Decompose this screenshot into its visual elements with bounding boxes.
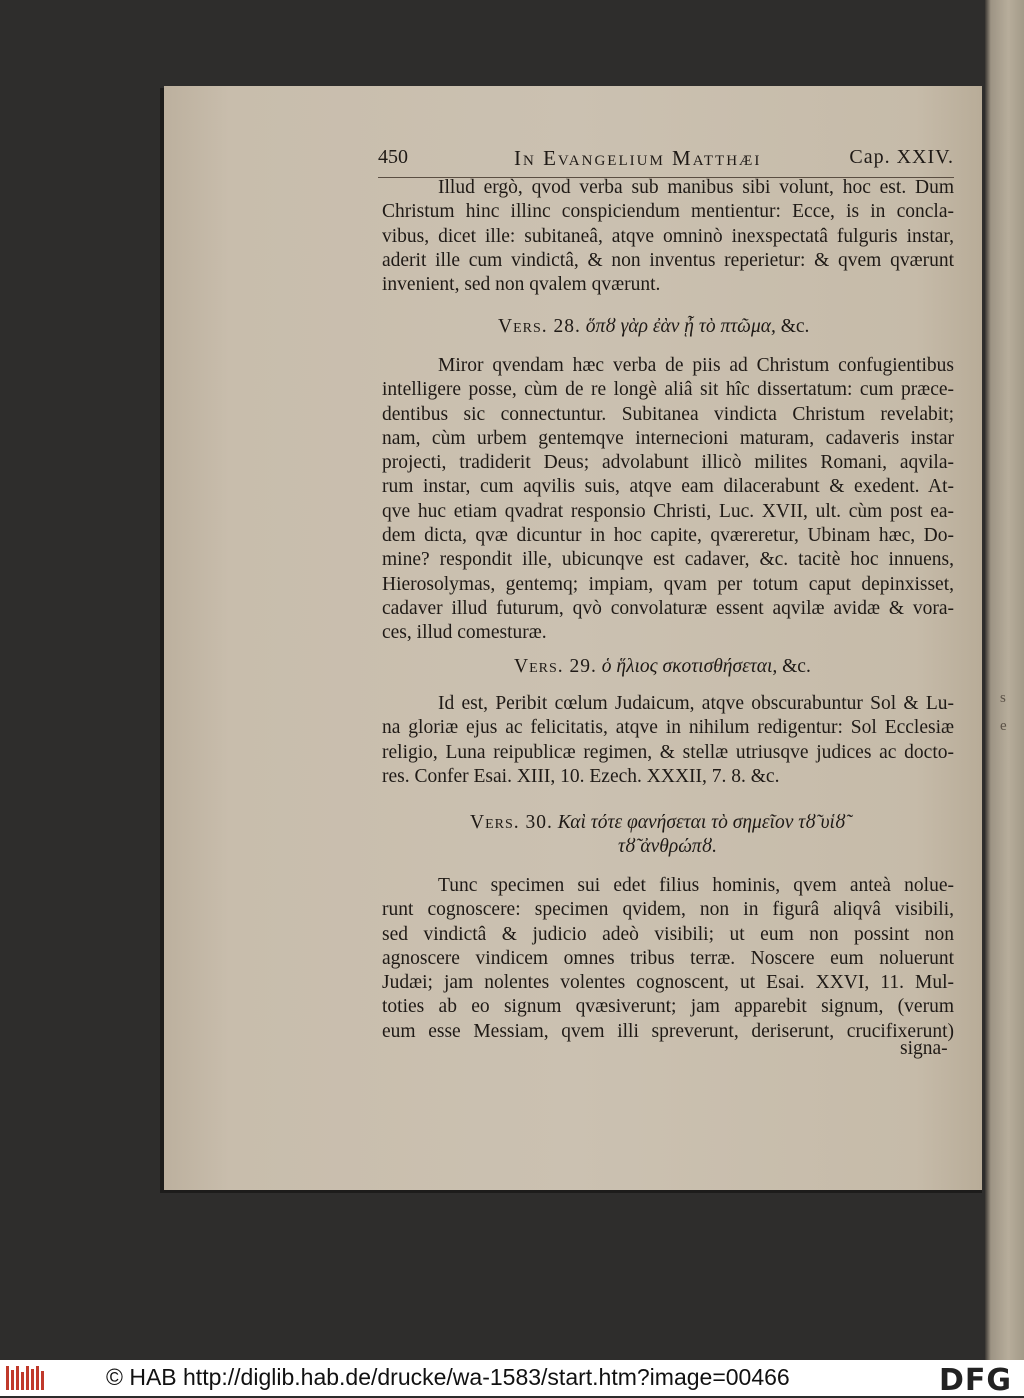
text-line: invenient, sed non qvalem qværunt.: [382, 274, 661, 296]
text-line: dem dicta, qvæ dicuntur in hoc capite, qværeretur, Ubinam hæc, Do-: [382, 525, 954, 547]
text-line: sed vindictâ & judicio adeò visibili; ut eum non possint non: [382, 923, 954, 945]
adjacent-page-edge: [985, 0, 1024, 1360]
dfg-logo: DFG: [938, 1363, 1012, 1398]
text-line: nam, cùm urbem gentemqve internecioni maturam, cadaveris instar: [382, 427, 954, 449]
text-line: na gloriæ ejus ac felicitatis, atqve in nihilum redigentur: Sol Ecclesiæ: [382, 717, 954, 739]
verse-29-heading: [514, 656, 811, 678]
text-line: intelligere posse, cùm de re longè aliâ sit hîc dissertatum: cum præce-: [382, 379, 954, 401]
verse-28-heading: [498, 316, 809, 338]
text-line: religio, Luna reipublicæ regimen, & stellæ utriusqve judices ac docto-: [382, 741, 954, 763]
paragraph-4: [382, 874, 954, 1044]
verse-label: Vers. 30.: [470, 812, 553, 833]
greek-text: Καὶ τότε φανήσεται τὸ σημεῖον τȣ̃ υἱȣ̃: [557, 812, 846, 833]
text-line: agnoscere vindicem omnes tribus terræ. Noscere eum noluerunt: [382, 947, 954, 969]
text-line: Hierosolymas, gentemq; impiam, qvam per totum caput depinxisset,: [382, 573, 954, 595]
etc-mark: &c.: [782, 656, 811, 677]
chapter-reference: Cap. XXIV.: [849, 146, 954, 168]
text-line: Judæi; jam nolentes volentes cognoscent, ut Esai. XXVI, 11. Mul-: [382, 972, 954, 994]
text-line: ces, illud comesturæ.: [382, 622, 547, 644]
text-line: dentibus sic connectuntur. Subitanea vindicta Christum revelabit;: [382, 403, 954, 425]
text-line: Tunc specimen sui edet filius hominis, qvem anteà nolue-: [438, 875, 954, 896]
text-line: Christum hinc illinc conspiciendum mentientur: Ecce, is in concla-: [382, 201, 954, 223]
greek-text: ὁ ἥλιος σκοτισθήσεται,: [601, 656, 778, 677]
verse-label: Vers. 28.: [498, 316, 581, 337]
paragraph-3: [382, 692, 954, 789]
bleed-through-mark: s: [1000, 690, 1006, 706]
verse-30-heading: [470, 812, 846, 834]
greek-text: ὅπȣ γὰρ ἐὰν ᾖ τὸ πτῶμα,: [585, 316, 776, 337]
text-line: qve huc etiam qvadrat responsio Christi, Luc. XVII, ult. cùm post ea-: [382, 500, 954, 522]
footer-bar: [0, 1360, 1024, 1396]
etc-mark: &c.: [780, 316, 810, 337]
text-line: mine? respondit ille, ubicunqve est cadaver, &c. tacitè hoc innuens,: [382, 549, 954, 571]
text-line: Illud ergò, qvod verba sub manibus sibi volunt, hoc est. Dum: [438, 177, 954, 198]
text-line: Id est, Peribit cœlum Judaicum, atqve obscurabuntur Sol & Lu-: [438, 693, 954, 714]
text-line: rum instar, cum aqvilis suis, atqve eam dilacerabunt & exedent. At-: [382, 476, 954, 498]
text-line: eum esse Messiam, qvem illi spreverunt, deriserunt, crucifixerunt): [382, 1020, 954, 1042]
catchword: signa-: [900, 1038, 948, 1059]
text-line: cadaver illud futurum, qvò convolaturæ essent aqvilæ avidæ & vora-: [382, 597, 954, 619]
paragraph-1: [382, 176, 954, 297]
page-number: 450: [378, 146, 408, 168]
text-line: projecti, tradiderit Deus; advolabunt illicò milites Romani, aqvila-: [382, 452, 954, 474]
page-header: [378, 146, 954, 176]
running-title: In Evangelium Matthæi: [514, 146, 762, 170]
text-line: runt cognoscere: specimen qvidem, non in figurâ aliqvâ visibili,: [382, 899, 954, 921]
greek-text: τȣ̃ ἀνθρώπȣ.: [618, 836, 717, 857]
text-line: toties ab eo signum qvæsiverunt; jam apparebit signum, (verum: [382, 996, 954, 1018]
text-line: aderit ille cum vindictâ, & non inventus reperietur: & qvem qværunt: [382, 249, 954, 271]
paragraph-2: [382, 354, 954, 646]
verse-label: Vers. 29.: [514, 656, 597, 677]
text-line: res. Confer Esai. XIII, 10. Ezech. XXXII, 7. 8. &c.: [382, 765, 780, 787]
copyright-link[interactable]: © HAB http://diglib.hab.de/drucke/wa-1583/start.htm?image=00466: [106, 1364, 790, 1390]
text-line: vibus, dicet ille: subitaneâ, atqve omninò inexspectatâ fulguris instar,: [382, 225, 954, 247]
text-line: Miror qvendam hæc verba de piis ad Christum confugientibus: [438, 355, 954, 376]
bleed-through-mark: e: [1000, 718, 1007, 734]
verse-30-heading-continued: [618, 836, 717, 858]
hab-logo-icon: [6, 1366, 46, 1390]
